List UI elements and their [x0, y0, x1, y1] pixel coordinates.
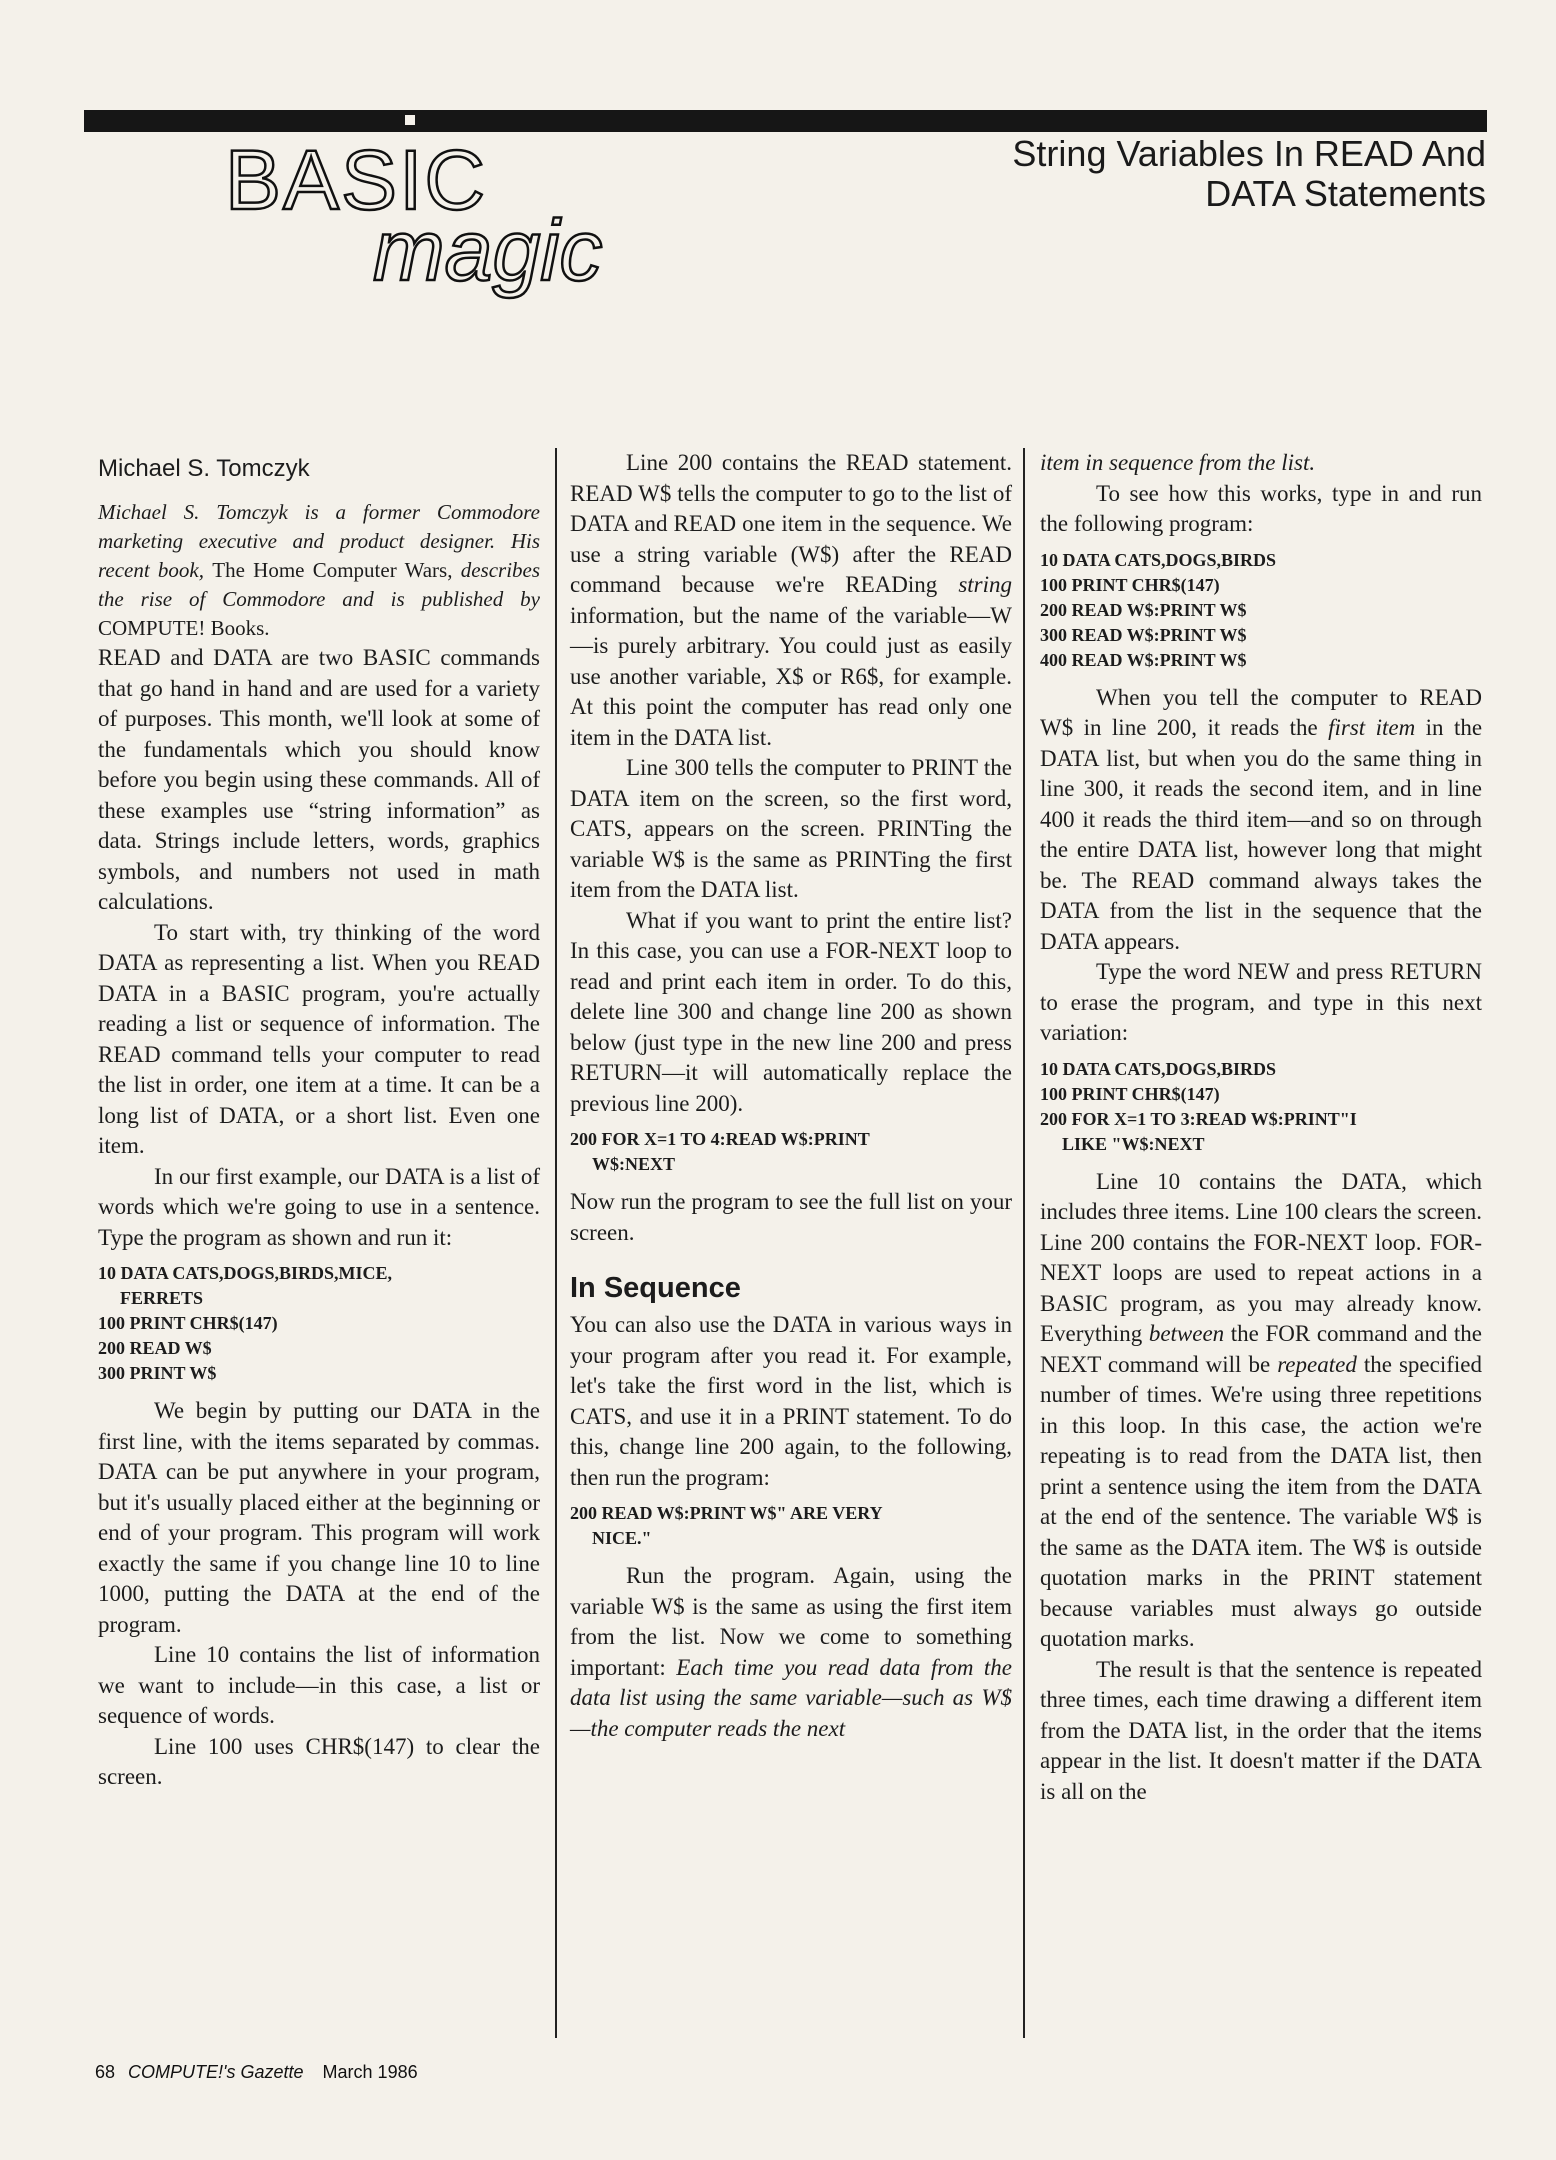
paragraph: Line 10 contains the DATA, which includes three items. Line 100 clears the screen. Line 200 contains the FOR-NEXT loop. FOR-NEXT loops are used to repeat actions in a BASIC program, as you may already know. Everything between the FOR command and the NEXT command will be repeated the specified number of times. We're using three repetitions in this loop. In this case, the action we're repeating is to read from the DATA list, then print a sentence using the item from the DATA at the end of the sentence. The variable W$ is the same as the DATA item. The W$ is outside quotation marks in the PRINT statement because variables must always go outside quotation marks.: [1040, 1168, 1483, 1651]
column-logo: [225, 133, 625, 299]
paragraph: The result is that the sentence is repeated three times, each time drawing a different item from the DATA list, in the order that the items appear in the list. It doesn't matter if the DATA is all on the: [1040, 1656, 1482, 1804]
page-footer: [95, 2062, 418, 2083]
paragraph: We begin by putting our DATA in the first line, with the items separated by commas. DATA can be put anywhere in your program, but it's usually placed either at the beginning or end of your program. This program will work exactly the same if you change line 10 to line 1000, putting the DATA at the end of the program.: [98, 1398, 540, 1637]
paragraph: To start with, try thinking of the word DATA as representing a list. When you READ DATA in a BASIC program, you're actually reading a list or sequence of information. The READ command tells your computer to read the list in order, one item at a time. It can be a long list of DATA, or a short list. Even one item.: [98, 919, 540, 1158]
page-number: 68: [95, 2062, 116, 2082]
paragraph: item in sequence from the list.: [1040, 450, 1316, 475]
paragraph: Type the word NEW and press RETURN to erase the program, and type in this next variation:: [1040, 959, 1482, 1045]
paragraph: In our first example, our DATA is a list of words which we're going to use in a sentence. Type the program as shown and run it:: [98, 1163, 540, 1250]
paragraph: Line 300 tells the computer to PRINT the DATA item on the screen, so the first word, CATS, appears on the screen. PRINTing the variable W$ is the same as PRINTing the first item from the DATA list.: [570, 755, 1012, 902]
header-rule-notch: [403, 113, 417, 127]
paragraph: When you tell the computer to READ W$ in line 200, it reads the first item in the DATA list, but when you do the same thing in line 300, it reads the second item, and in line 400 it reads the third item—and so on through the entire DATA list, however long that might be. The READ command always takes the DATA from the list in the sequence that the DATA appears.: [1040, 684, 1483, 954]
column-divider: [1023, 448, 1025, 2038]
paragraph: Line 100 uses CHR$(147) to clear the screen.: [98, 1733, 540, 1789]
code-listing: 200 READ W$:PRINT W$" ARE VERY NICE.": [570, 1503, 883, 1548]
code-listing: 10 DATA CATS,DOGS,BIRDS,MICE, FERRETS 100 PRINT CHR$(147) 200 READ W$ 300 PRINT W$: [98, 1263, 393, 1383]
paragraph: Now run the program to see the full list on your screen.: [570, 1189, 1012, 1245]
paragraph: What if you want to print the entire list? In this case, you can use a FOR-NEXT loop to read and print each item in order. To do this, delete line 300 and change line 200 as shown below (just type in the new line 200 and press RETURN—it will automatically replace the previous line 200).: [570, 907, 1012, 1116]
paragraph: Line 200 contains the READ statement. READ W$ tells the computer to go to the list of DATA and READ one item in the sequence. We use a string variable (W$) after the READ command because we're READing string information, but the name of the variable—W—is purely arbitrary. You could just as easily use another variable, X$ or R6$, for example. At this point the computer has read only one item in the DATA list.: [570, 450, 1012, 750]
author-byline: Michael S. Tomczyk: [98, 455, 310, 482]
article-title: String Variables In READ And DATA Statements: [1012, 133, 1486, 214]
code-listing: 10 DATA CATS,DOGS,BIRDS 100 PRINT CHR$(147) 200 READ W$:PRINT W$ 300 READ W$:PRINT W$ 400 READ W$:PRINT W$: [1040, 549, 1277, 670]
code-listing: 200 FOR X=1 TO 4:READ W$:PRINT W$:NEXT: [570, 1129, 870, 1174]
column-3: [1040, 448, 1482, 1807]
section-heading: In Sequence: [570, 1272, 741, 1304]
issue-date: March 1986: [322, 2062, 418, 2082]
column-divider: [555, 448, 557, 2038]
author-bio: Michael S. Tomczyk is a former Commodore marketing executive and product designer. His recent book, The Home Computer Wars, describes the rise of Commodore and is published by COMPUTE! Books.: [98, 500, 541, 640]
paragraph: You can also use the DATA in various ways in your program after you read it. For example, let's take the first word in the list, which is CATS, and use it in a PRINT statement. To do this, change line 200 again, to the following, then run the program:: [570, 1312, 1012, 1490]
logo-basic-text: BASIC: [225, 133, 488, 227]
column-2: [570, 448, 1012, 1744]
paragraph: Run the program. Again, using the variable W$ is the same as using the first item from the list. Now we come to something important: Each time you read data from the data list using the same variable—such as W$—the computer reads the next: [570, 1563, 1012, 1741]
paragraph: To see how this works, type in and run the following program:: [1040, 480, 1482, 536]
paragraph: READ and DATA are two BASIC commands that go hand in hand and are used for a variety of purposes. This month, we'll look at some of the fundamentals which you should know before you begin using these commands. All of these examples use “string information” as data. Strings include letters, words, graphics symbols, and numbers not used in math calculations.: [98, 645, 540, 914]
column-1: [98, 448, 540, 1793]
logo-magic-text: magic: [373, 203, 603, 299]
header-rule: [84, 110, 1487, 132]
paragraph: Line 10 contains the list of information we want to include—in this case, a list or sequence of words.: [98, 1642, 540, 1728]
code-listing: 10 DATA CATS,DOGS,BIRDS 100 PRINT CHR$(147) 200 FOR X=1 TO 3:READ W$:PRINT"I LIKE "W$:NEXT: [1040, 1058, 1357, 1154]
magazine-name: COMPUTE!'s Gazette: [128, 2062, 304, 2082]
